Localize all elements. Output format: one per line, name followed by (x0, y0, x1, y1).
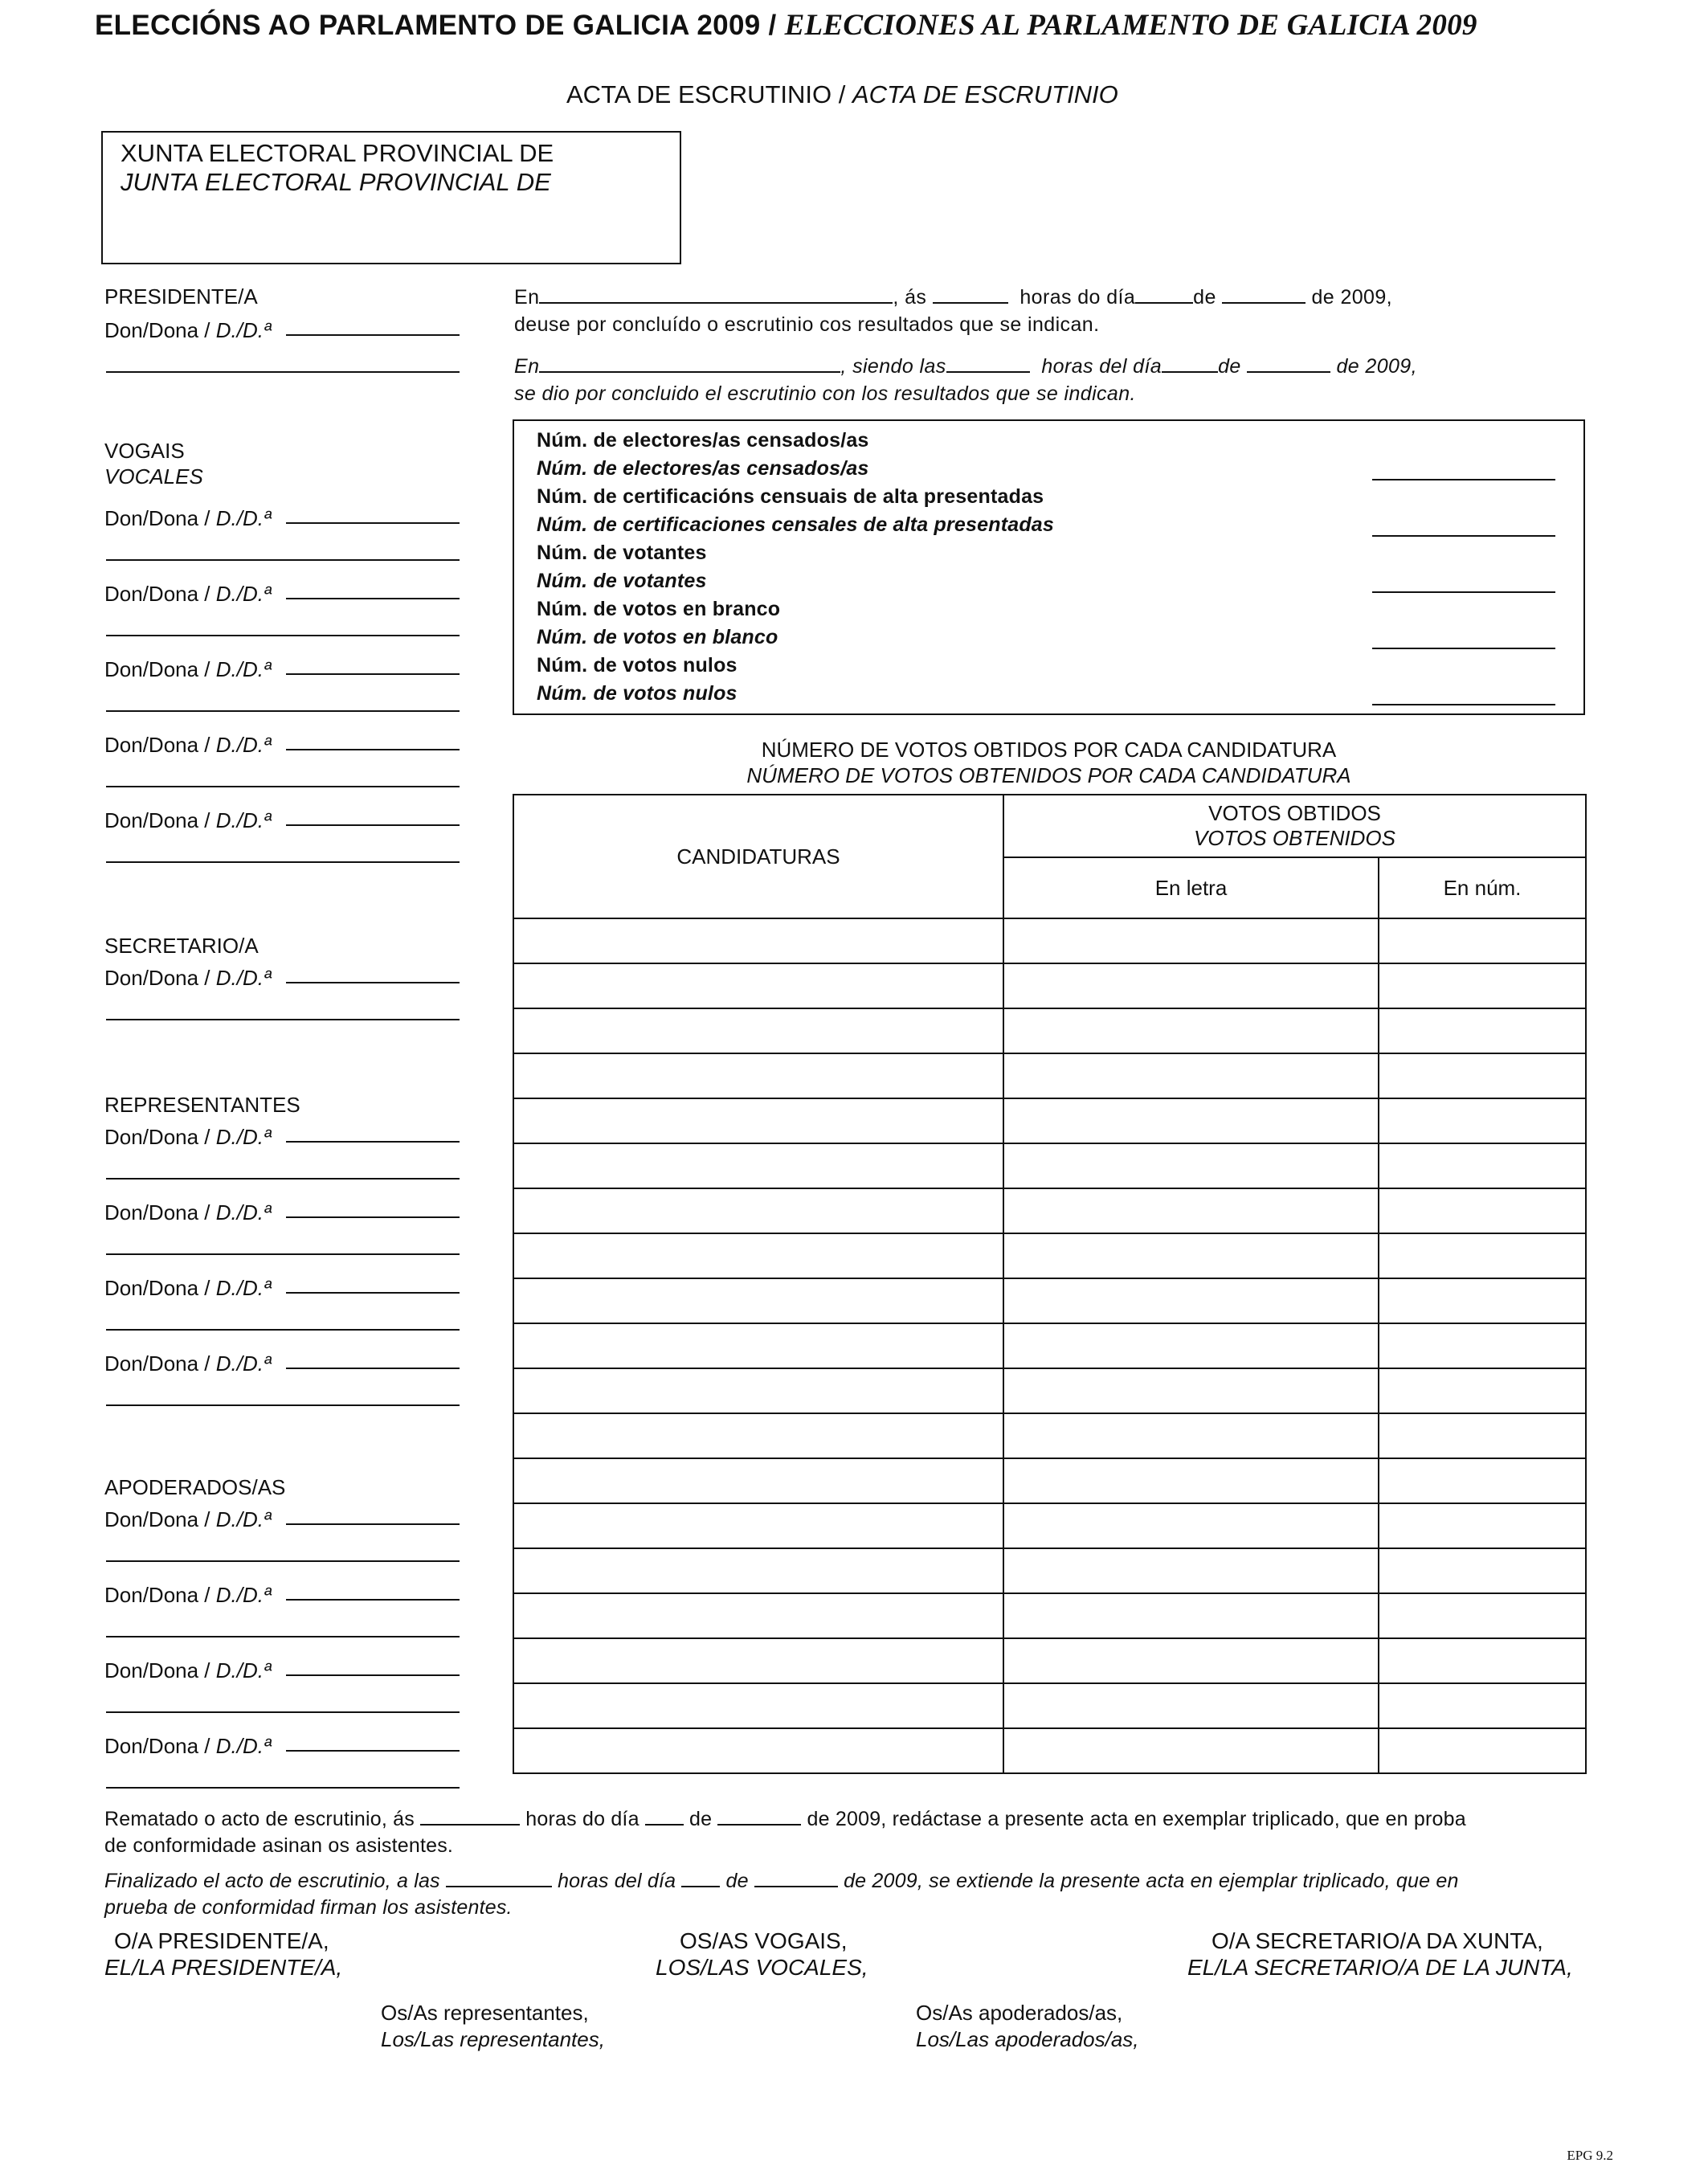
table-row (513, 1368, 1586, 1413)
sig-apoderados-gl: Os/As apoderados/as, (916, 2001, 1123, 2025)
votos-num-cell[interactable] (1379, 963, 1586, 1008)
intro-gl-year: de 2009, (1311, 286, 1392, 309)
name-line-apoderado-4[interactable] (286, 1750, 460, 1752)
name-line2-vogal-2[interactable] (106, 635, 460, 636)
sig-presidente-es: EL/LA PRESIDENTE/A, (104, 1955, 343, 1980)
table-row (513, 1098, 1586, 1143)
place-blank-es[interactable] (539, 371, 840, 373)
votos-num-cell[interactable] (1379, 1008, 1586, 1053)
footer-spanish-line2: prueba de conformidad firman los asistentes. (104, 1896, 513, 1919)
votos-num-cell[interactable] (1379, 1278, 1586, 1323)
name-line-apoderado-1[interactable] (286, 1523, 460, 1525)
votantes-input-line[interactable] (1372, 591, 1555, 593)
don-dona-text: Don/Dona / (104, 657, 210, 681)
sig-secretario-gl: O/A SECRETARIO/A DA XUNTA, (1212, 1928, 1543, 1953)
don-dona-text: Don/Dona / (104, 1200, 210, 1225)
name-line2-apoderado-3[interactable] (106, 1711, 460, 1713)
footer-es-1: Finalizado el acto de escrutinio, a las (104, 1870, 440, 1892)
hour-blank-gl[interactable] (933, 302, 1008, 304)
candidatura-cell[interactable] (513, 1008, 1003, 1053)
blanco-input-line[interactable] (1372, 648, 1555, 649)
d-da-text: D./D.ª (215, 1734, 272, 1758)
footer-month-blank-es[interactable] (754, 1886, 838, 1887)
don-label-representante-3 (104, 1276, 272, 1301)
votos-num-cell[interactable] (1379, 1503, 1586, 1548)
table-row (513, 1278, 1586, 1323)
don-label-secretario (104, 966, 272, 991)
footer-day-blank-gl[interactable] (645, 1824, 684, 1826)
stat-electores-gl: Núm. de electores/as censados/as (537, 429, 869, 452)
sig-vocales-es: LOS/LAS VOCALES, (656, 1955, 868, 1980)
name-line-representante-3[interactable] (286, 1292, 460, 1294)
name-line-representante-1[interactable] (286, 1141, 460, 1143)
footer-gl-1: Rematado o acto de escrutinio, ás (104, 1808, 415, 1830)
d-da-text: D./D.ª (215, 1658, 272, 1682)
table-row (513, 1413, 1586, 1458)
subtitle-galician: ACTA DE ESCRUTINIO / (566, 80, 846, 108)
table-row (513, 1548, 1586, 1593)
stat-nulos-es: Núm. de votos nulos (537, 682, 738, 705)
votos-num-cell[interactable] (1379, 1233, 1586, 1278)
sig-vogais-gl: OS/AS VOGAIS, (680, 1928, 848, 1953)
table-row (513, 1323, 1586, 1368)
candidatura-cell[interactable] (513, 1098, 1003, 1143)
votos-letra-cell[interactable] (1003, 1413, 1379, 1458)
junta-label-galician: XUNTA ELECTORAL PROVINCIAL DE (121, 139, 554, 167)
table-row (513, 1233, 1586, 1278)
name-line2-representante-3[interactable] (106, 1329, 460, 1331)
vogais-heading: VOGAIS (104, 439, 185, 463)
candidatura-cell[interactable] (513, 1638, 1003, 1683)
table-row (513, 1503, 1586, 1548)
sig-apoderados-es: Los/Las apoderados/as, (916, 2027, 1139, 2051)
day-blank-es[interactable] (1162, 371, 1218, 373)
votos-letra-cell[interactable] (1003, 1728, 1379, 1773)
votos-letra-cell[interactable] (1003, 1368, 1379, 1413)
votos-num-cell[interactable] (1379, 1683, 1586, 1728)
candidatura-cell[interactable] (513, 1278, 1003, 1323)
footer-es-3: de (725, 1870, 749, 1892)
table-row (513, 1053, 1586, 1098)
candidatura-cell[interactable] (513, 1323, 1003, 1368)
sig-representantes-gl: Os/As representantes, (381, 2001, 589, 2025)
name-line-apoderado-3[interactable] (286, 1674, 460, 1676)
d-da-text: D./D.ª (215, 582, 272, 606)
electoral-stats-box (513, 419, 1585, 715)
name-line2-apoderado-4[interactable] (106, 1787, 460, 1789)
footer-gl-2: horas do día (525, 1808, 639, 1830)
footer-month-blank-gl[interactable] (717, 1824, 801, 1826)
footer-galician-line2: de conformidade asinan os asistentes. (104, 1834, 454, 1857)
footer-gl-3: de (689, 1808, 713, 1830)
votos-num-cell[interactable] (1379, 1548, 1586, 1593)
certificaciones-input-line[interactable] (1372, 535, 1555, 537)
candidatura-cell[interactable] (513, 1458, 1003, 1503)
name-line2-representante-4[interactable] (106, 1404, 460, 1406)
title-spanish: ELECCIONES AL PARLAMENTO DE GALICIA 2009 (784, 9, 1477, 42)
votos-num-cell[interactable] (1379, 1728, 1586, 1773)
votos-letra-cell[interactable] (1003, 1458, 1379, 1503)
vocales-heading: VOCALES (104, 464, 203, 489)
place-blank-gl[interactable] (539, 302, 893, 304)
don-dona-text: Don/Dona / (104, 1125, 210, 1149)
candidatura-cell[interactable] (513, 1053, 1003, 1098)
name-line-vogal-3[interactable] (286, 673, 460, 675)
name-line2-secretario[interactable] (106, 1019, 460, 1020)
don-dona-text: Don/Dona / (104, 808, 210, 832)
name-line-presidente[interactable] (286, 334, 460, 336)
footer-gl-4: de 2009, redáctase a presente acta en exemplar triplicado, que en proba (807, 1808, 1466, 1830)
d-da-text: D./D.ª (215, 1200, 272, 1225)
d-da-text: D./D.ª (215, 657, 272, 681)
don-label-vogal-5 (104, 808, 272, 833)
en-letra-header: En letra (1003, 857, 1379, 918)
name-line2-vogal-4[interactable] (106, 786, 460, 787)
table-row (513, 1593, 1586, 1638)
d-da-text: D./D.ª (215, 733, 272, 757)
candidatura-cell[interactable] (513, 1683, 1003, 1728)
name-line-secretario[interactable] (286, 982, 460, 983)
don-label-representante-4 (104, 1351, 272, 1376)
don-dona-text: Don/Dona / (104, 582, 210, 606)
intro-es-siendo: , siendo las (840, 355, 946, 378)
footer-day-blank-es[interactable] (681, 1886, 720, 1887)
votos-letra-cell[interactable] (1003, 963, 1379, 1008)
votos-num-cell[interactable] (1379, 1638, 1586, 1683)
don-label-vogal-1 (104, 506, 272, 531)
don-dona-text: Don/Dona / (104, 1507, 210, 1531)
don-label-representante-2 (104, 1200, 272, 1225)
table-row (513, 1188, 1586, 1233)
intro-gl-horas: horas do día (1019, 286, 1136, 309)
electores-input-line[interactable] (1372, 479, 1555, 480)
sig-presidente-gl: O/A PRESIDENTE/A, (114, 1928, 329, 1953)
don-dona-text: Don/Dona / (104, 966, 210, 990)
name-line-vogal-5[interactable] (286, 824, 460, 826)
stat-branco-gl: Núm. de votos en branco (537, 598, 781, 620)
don-label-vogal-4 (104, 733, 272, 758)
footer-hour-blank-es[interactable] (446, 1886, 552, 1887)
sig-secretario-es: EL/LA SECRETARIO/A DE LA JUNTA, (1187, 1955, 1573, 1980)
intro-es-en: En (514, 355, 540, 378)
name-line2-vogal-3[interactable] (106, 710, 460, 712)
footer-es-2: horas del día (558, 1870, 676, 1892)
don-label-apoderado-1 (104, 1507, 272, 1532)
junta-label-spanish: JUNTA ELECTORAL PROVINCIAL DE (121, 168, 551, 196)
sig-representantes-es: Los/Las representantes, (381, 2027, 605, 2051)
votos-letra-cell[interactable] (1003, 1008, 1379, 1053)
stat-nulos-gl: Núm. de votos nulos (537, 654, 738, 677)
votos-num-cell[interactable] (1379, 1593, 1586, 1638)
votos-letra-cell[interactable] (1003, 1548, 1379, 1593)
nulos-input-line[interactable] (1372, 704, 1555, 705)
don-dona-text: Don/Dona / (104, 1734, 210, 1758)
junta-electoral-box[interactable] (101, 131, 681, 264)
candidatura-cell[interactable] (513, 1143, 1003, 1188)
document-title (95, 8, 1477, 43)
name-line-vogal-2[interactable] (286, 598, 460, 599)
name-line2-presidente[interactable] (106, 371, 460, 373)
table-row (513, 1458, 1586, 1503)
votes-caption-spanish: NÚMERO DE VOTOS OBTENIDOS POR CADA CANDIDATURA (746, 763, 1351, 787)
table-row (513, 963, 1586, 1008)
table-row (513, 1638, 1586, 1683)
votos-num-cell[interactable] (1379, 1188, 1586, 1233)
intro-gl-en: En (514, 286, 540, 309)
votos-num-cell[interactable] (1379, 1368, 1586, 1413)
d-da-text: D./D.ª (215, 966, 272, 990)
intro-es-horas: horas del día (1041, 355, 1163, 378)
name-line2-apoderado-1[interactable] (106, 1560, 460, 1562)
stat-votantes-es: Núm. de votantes (537, 570, 707, 592)
votos-num-cell[interactable] (1379, 1098, 1586, 1143)
don-dona-text: Don/Dona / (104, 1658, 210, 1682)
votes-caption-galician: NÚMERO DE VOTOS OBTIDOS POR CADA CANDIDATURA (761, 738, 1337, 762)
name-line-vogal-4[interactable] (286, 749, 460, 750)
votos-letra-cell[interactable] (1003, 1098, 1379, 1143)
votos-num-cell[interactable] (1379, 1053, 1586, 1098)
votos-letra-cell[interactable] (1003, 1503, 1379, 1548)
votos-letra-cell[interactable] (1003, 1323, 1379, 1368)
intro-galician-line2: deuse por concluído o escrutinio cos resultados que se indican. (514, 313, 1100, 336)
d-da-text: D./D.ª (215, 1507, 272, 1531)
candidatura-cell[interactable] (513, 1233, 1003, 1278)
candidatura-cell[interactable] (513, 963, 1003, 1008)
table-row (513, 1143, 1586, 1188)
don-label-vogal-2 (104, 582, 272, 607)
d-da-text: D./D.ª (215, 1351, 272, 1376)
don-label-apoderado-3 (104, 1658, 272, 1683)
month-blank-es[interactable] (1247, 371, 1330, 373)
candidatura-cell[interactable] (513, 1503, 1003, 1548)
name-line-representante-2[interactable] (286, 1216, 460, 1218)
stat-votantes-gl: Núm. de votantes (537, 542, 707, 564)
month-blank-gl[interactable] (1222, 302, 1306, 304)
don-dona-text: Don/Dona / (104, 506, 210, 530)
intro-gl-de: de (1193, 286, 1216, 309)
votos-num-cell[interactable] (1379, 1143, 1586, 1188)
votos-letra-cell[interactable] (1003, 918, 1379, 963)
title-galician: ELECCIÓNS AO PARLAMENTO DE GALICIA 2009 / (95, 10, 777, 41)
votos-letra-cell[interactable] (1003, 1278, 1379, 1323)
don-dona-text: Don/Dona / (104, 733, 210, 757)
don-dona-text: Don/Dona / (104, 1583, 210, 1607)
name-line2-representante-1[interactable] (106, 1178, 460, 1180)
votos-letra-cell[interactable] (1003, 1593, 1379, 1638)
candidatura-cell[interactable] (513, 1368, 1003, 1413)
en-num-header: En núm. (1379, 857, 1586, 918)
don-dona-text: Don/Dona / (104, 318, 210, 342)
name-line-apoderado-2[interactable] (286, 1599, 460, 1601)
candidaturas-table (513, 794, 1587, 1774)
presidente-heading: PRESIDENTE/A (104, 284, 258, 309)
votos-letra-cell[interactable] (1003, 1053, 1379, 1098)
d-da-text: D./D.ª (215, 1125, 272, 1149)
intro-spanish-line1 (514, 355, 1417, 378)
name-line2-vogal-1[interactable] (106, 559, 460, 561)
representantes-heading: REPRESENTANTES (104, 1093, 300, 1117)
intro-gl-as: , ás (893, 286, 927, 309)
d-da-text: D./D.ª (215, 808, 272, 832)
name-line2-vogal-5[interactable] (106, 861, 460, 863)
d-da-text: D./D.ª (215, 318, 272, 342)
don-label-vogal-3 (104, 657, 272, 682)
don-dona-text: Don/Dona / (104, 1276, 210, 1300)
intro-es-de: de (1218, 355, 1241, 378)
footer-galician-line1 (104, 1808, 1466, 1831)
don-label-presidente (104, 318, 272, 343)
candidatura-cell[interactable] (513, 1593, 1003, 1638)
candidatura-cell[interactable] (513, 1188, 1003, 1233)
votos-num-cell[interactable] (1379, 1458, 1586, 1503)
candidaturas-header: CANDIDATURAS (513, 795, 1003, 918)
table-row (513, 1728, 1586, 1773)
name-line2-apoderado-2[interactable] (106, 1636, 460, 1637)
hour-blank-es[interactable] (946, 371, 1030, 373)
table-header-row (513, 795, 1586, 857)
d-da-text: D./D.ª (215, 1583, 272, 1607)
name-line-vogal-1[interactable] (286, 522, 460, 524)
don-label-apoderado-4 (104, 1734, 272, 1759)
d-da-text: D./D.ª (215, 506, 272, 530)
don-label-representante-1 (104, 1125, 272, 1150)
footer-spanish-line1 (104, 1870, 1459, 1893)
intro-spanish-line2: se dio por concluido el escrutinio con los resultados que se indican. (514, 382, 1136, 405)
intro-es-year: de 2009, (1336, 355, 1417, 378)
subtitle-spanish: ACTA DE ESCRUTINIO (852, 80, 1118, 108)
d-da-text: D./D.ª (215, 1276, 272, 1300)
table-row (513, 1008, 1586, 1053)
don-dona-text: Don/Dona / (104, 1351, 210, 1376)
day-blank-gl[interactable] (1135, 302, 1193, 304)
votos-header-spanish: VOTOS OBTENIDOS (1194, 826, 1395, 850)
name-line-representante-4[interactable] (286, 1368, 460, 1369)
votos-num-cell[interactable] (1379, 1413, 1586, 1458)
votos-num-cell[interactable] (1379, 1323, 1586, 1368)
votos-letra-cell[interactable] (1003, 1638, 1379, 1683)
votos-obtenidos-header (1003, 795, 1586, 857)
candidatura-cell[interactable] (513, 1413, 1003, 1458)
stat-certificaciones-es: Núm. de certificaciones censales de alta presentadas (537, 513, 1055, 536)
candidatura-cell[interactable] (513, 918, 1003, 963)
stat-electores-es: Núm. de electores/as censados/as (537, 457, 869, 480)
votos-letra-cell[interactable] (1003, 1188, 1379, 1233)
candidatura-cell[interactable] (513, 1728, 1003, 1773)
footer-es-4: de 2009, se extiende la presente acta en ejemplar triplicado, que en (844, 1870, 1459, 1892)
table-row (513, 918, 1586, 963)
intro-galician-line1 (514, 286, 1392, 309)
candidatura-cell[interactable] (513, 1548, 1003, 1593)
form-code: EPG 9.2 (1567, 2148, 1613, 2163)
secretario-heading: SECRETARIO/A (104, 934, 259, 958)
footer-hour-blank-gl[interactable] (420, 1824, 520, 1826)
table-row (513, 1683, 1586, 1728)
votos-num-cell[interactable] (1379, 918, 1586, 963)
votos-letra-cell[interactable] (1003, 1683, 1379, 1728)
stat-blanco-es: Núm. de votos en blanco (537, 626, 778, 648)
stat-certificacions-gl: Núm. de certificacións censuais de alta presentadas (537, 485, 1044, 508)
name-line2-representante-2[interactable] (106, 1253, 460, 1255)
votos-header-galician: VOTOS OBTIDOS (1208, 801, 1381, 825)
apoderados-heading: APODERADOS/AS (104, 1475, 286, 1499)
don-label-apoderado-2 (104, 1583, 272, 1608)
document-subtitle (566, 80, 1118, 109)
votos-letra-cell[interactable] (1003, 1143, 1379, 1188)
votos-letra-cell[interactable] (1003, 1233, 1379, 1278)
